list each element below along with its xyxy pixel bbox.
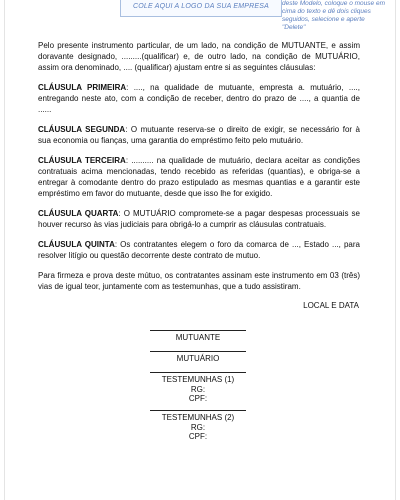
closing-paragraph: Para firmeza e prova deste mútuo, os contratantes assinam este instrumento em 03 (três) vias de igual teor, juntamente com as testemunhas, que a tudo assistiram. xyxy=(38,271,360,291)
contract-body xyxy=(38,40,360,301)
clause-first-title: CLÁUSULA PRIMEIRA xyxy=(38,83,127,92)
page-border-left xyxy=(4,0,5,500)
clause-second xyxy=(38,124,360,146)
signature-witness-1 xyxy=(150,372,246,404)
clause-third xyxy=(38,155,360,199)
signature-mutuante xyxy=(150,330,246,343)
signature-mutuario xyxy=(150,351,246,364)
signature-line xyxy=(150,351,246,352)
witness-1-rg: RG: xyxy=(190,384,206,394)
clause-fourth-text: : O MUTUÁRIO compromete-se a pagar despesas processuais se houver recurso às vias judiciais para obrigá-lo a cumprir as cláusulas contratuais. xyxy=(38,209,360,229)
clause-second-title: CLÁUSULA SEGUNDA xyxy=(38,125,126,134)
clause-fourth xyxy=(38,208,360,230)
signature-witness-2 xyxy=(150,410,246,442)
clause-fifth xyxy=(38,239,360,261)
clause-first-text: : ...., na qualidade de mutuante, empresta a. mutuário, ...., entregando neste ato, com a condição de receber, dentro do prazo de ...., a quantia de ...... xyxy=(38,83,360,114)
witness-2-rg: RG: xyxy=(190,422,206,432)
signature-line xyxy=(150,410,246,411)
tip-note: deste Modelo, coloque o mouse em cima do texto e dê dois cliques seguidos, selecione e aperte "Delete" xyxy=(282,0,385,31)
logo-placeholder[interactable]: COLE AQUI A LOGO DA SUA EMPRESA xyxy=(120,0,282,17)
clause-fourth-title: CLÁUSULA QUARTA xyxy=(38,209,119,218)
witness-2-cpf: CPF: xyxy=(188,432,208,441)
page-border-right xyxy=(395,0,396,500)
clause-fifth-title: CLÁUSULA QUINTA xyxy=(38,240,115,249)
clause-second-text: : O mutuante reserva-se o direito de exigir, se necessário for à sua economia ou fianças, uma garantia do empréstimo feito pelo mutuário. xyxy=(38,125,360,145)
clause-third-title: CLÁUSULA TERCEIRA xyxy=(38,156,126,165)
clause-first xyxy=(38,82,360,115)
clause-fifth-text: : Os contratantes elegem o foro da comarca de ..., Estado ..., para resolver litígio ou questão decorrente deste contrato de mutuo. xyxy=(38,240,360,260)
clause-third-text: : .......... na qualidade de mutuário, declara aceitar as condições contratuais acima mencionadas, tendo recebido as referidas (quantias), e obriga-se a entregar à comodante dentro do prazo estipulado as mesmas quantias e a garantir este empréstimo em favor do mutuante, desde que isso lhe for exigido. xyxy=(38,156,360,198)
signature-line xyxy=(150,330,246,331)
witness-1-title: TESTEMUNHAS (1) xyxy=(161,375,235,384)
signature-mutuario-label: MUTUÁRIO xyxy=(176,354,220,363)
signature-line xyxy=(150,372,246,373)
intro-paragraph: Pelo presente instrumento particular, de um lado, na condição de MUTUANTE, e assim doravante designado, .........(qualificar) e, de outro lado, na condição de MUTUÁRIO, assim ora denominado, .... (qualificar) ajustam entre si as seguintes cláusulas: xyxy=(38,41,360,72)
signature-mutuante-label: MUTUANTE xyxy=(175,333,221,342)
local-date: LOCAL E DATA xyxy=(303,301,359,310)
witness-1-cpf: CPF: xyxy=(188,394,208,403)
witness-2-title: TESTEMUNHAS (2) xyxy=(161,413,235,422)
